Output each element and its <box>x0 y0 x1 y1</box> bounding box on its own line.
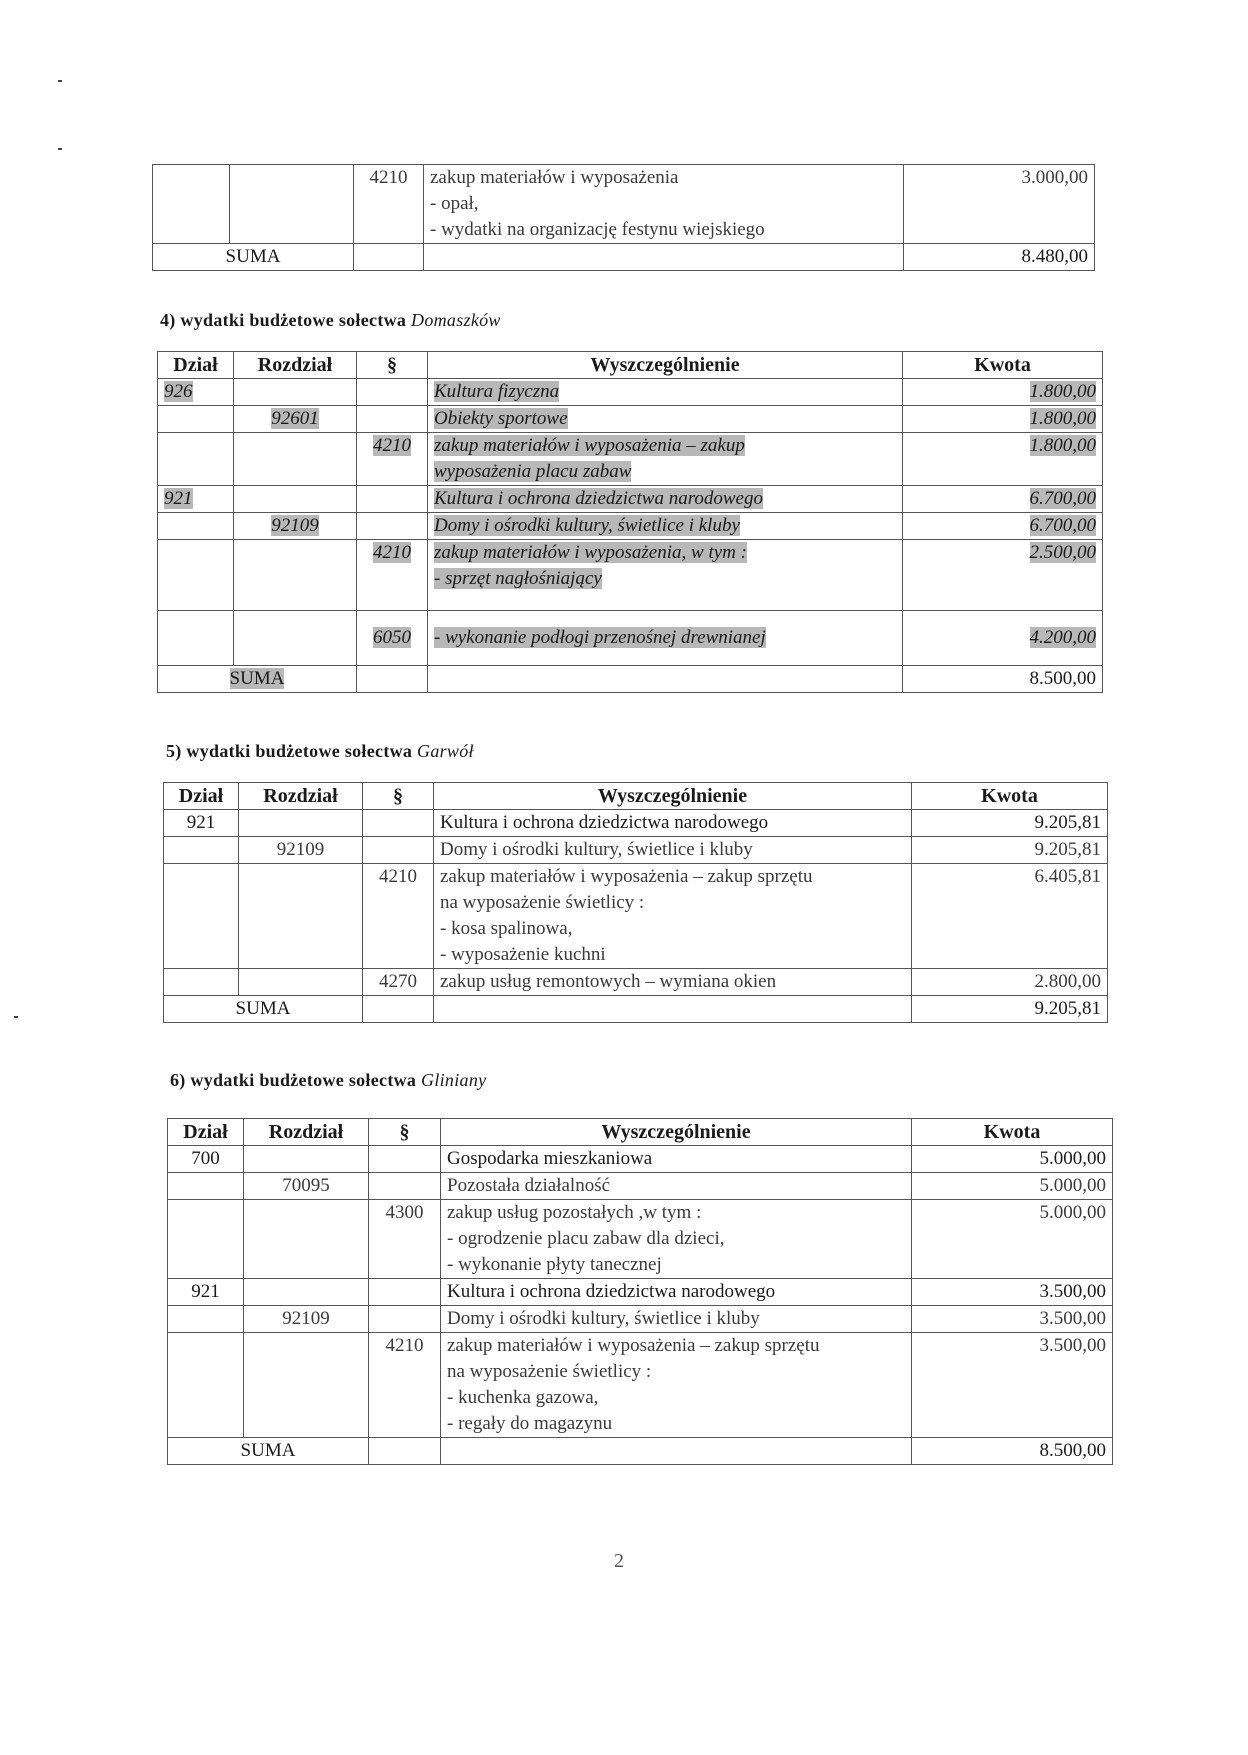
empty-cell <box>357 486 428 513</box>
sum-label: SUMA <box>168 1438 369 1465</box>
header-dzial: Dział <box>158 352 234 379</box>
table-row <box>158 433 1103 486</box>
page-number: 2 <box>614 1550 624 1572</box>
amount-text: 6.700,00 <box>1029 488 1096 509</box>
dzial-code: 921 <box>164 488 193 509</box>
table-row <box>164 864 1108 969</box>
amount-cell: 2.800,00 <box>912 969 1108 996</box>
description-line: - kosa spalinowa, <box>440 918 573 939</box>
paragraph-cell: 4300 <box>369 1200 441 1279</box>
amount-cell: 5.000,00 <box>912 1146 1113 1173</box>
empty-cell <box>158 611 234 666</box>
description-line: - wydatki na organizację festynu wiejskiego <box>430 219 765 240</box>
table-row <box>164 810 1108 837</box>
description-cell: Domy i ośrodki kultury, świetlice i kluby <box>441 1306 912 1333</box>
description-cell <box>424 165 904 244</box>
amount-cell <box>903 406 1103 433</box>
section-number: 6) <box>170 1070 186 1090</box>
table-row <box>168 1333 1113 1438</box>
description-line: - wykonanie płyty tanecznej <box>447 1254 662 1275</box>
amount-cell: 5.000,00 <box>912 1173 1113 1200</box>
description-line: - kuchenka gazowa, <box>447 1387 599 1408</box>
description-line: - regały do magazynu <box>447 1413 613 1434</box>
description-line: - ogrodzenie placu zabaw dla dzieci, <box>447 1228 725 1249</box>
table-row <box>168 1306 1113 1333</box>
description-cell: Gospodarka mieszkaniowa <box>441 1146 912 1173</box>
empty-cell <box>369 1438 441 1465</box>
empty-cell <box>168 1306 244 1333</box>
header-description: Wyszczególnienie <box>428 352 903 379</box>
paragraph-cell <box>357 433 428 486</box>
sum-amount: 8.500,00 <box>912 1438 1113 1465</box>
section-5-caption <box>166 741 474 762</box>
empty-cell <box>357 513 428 540</box>
empty-cell <box>239 810 363 837</box>
amount-cell: 9.205,81 <box>912 810 1108 837</box>
empty-cell <box>369 1306 441 1333</box>
amount-cell: 3.500,00 <box>912 1333 1113 1438</box>
description-cell <box>428 540 903 611</box>
section-number: 4) <box>160 310 176 330</box>
amount-cell: 9.205,81 <box>912 837 1108 864</box>
table-row <box>168 1279 1113 1306</box>
amount-cell: 3.000,00 <box>904 165 1095 244</box>
empty-cell <box>244 1200 369 1279</box>
dzial-cell <box>153 165 230 244</box>
description-line: zakup usług pozostałych ,w tym : <box>447 1202 702 1223</box>
description-cell <box>428 433 903 486</box>
description-cell <box>428 406 903 433</box>
sum-label <box>158 666 357 693</box>
rozdzial-cell <box>234 513 357 540</box>
dzial-code: 926 <box>164 381 193 402</box>
header-description: Wyszczególnienie <box>434 783 912 810</box>
sum-amount: 8.480,00 <box>904 244 1095 271</box>
amount-cell <box>903 433 1103 486</box>
empty-cell <box>354 244 424 271</box>
paragraph-cell: 4210 <box>369 1333 441 1438</box>
empty-cell <box>168 1173 244 1200</box>
description-cell <box>434 864 912 969</box>
table-row <box>164 837 1108 864</box>
empty-cell <box>424 244 904 271</box>
village-name: Domaszków <box>411 310 501 330</box>
header-amount: Kwota <box>912 1119 1113 1146</box>
description-text: Domy i ośrodki kultury, świetlice i kluby <box>434 515 740 536</box>
sum-amount: 9.205,81 <box>912 996 1108 1023</box>
description-line: na wyposażenie świetlicy : <box>447 1361 652 1382</box>
budget-table-3 <box>152 164 1095 271</box>
header-paragraph: § <box>357 352 428 379</box>
description-line: - wyposażenie kuchni <box>440 944 606 965</box>
amount-cell <box>903 611 1103 666</box>
budget-table-6 <box>167 1118 1113 1465</box>
description-line: zakup materiałów i wyposażenia – zakup <box>434 435 745 456</box>
description-line: na wyposażenie świetlicy : <box>440 892 645 913</box>
amount-cell: 5.000,00 <box>912 1200 1113 1279</box>
description-line: zakup materiałów i wyposażenia – zakup sprzętu <box>447 1335 820 1356</box>
description-cell <box>428 611 903 666</box>
header-dzial: Dział <box>164 783 239 810</box>
empty-cell <box>234 486 357 513</box>
amount-text: 1.800,00 <box>1029 435 1096 456</box>
description-line: zakup materiałów i wyposażenia, w tym : <box>434 542 747 563</box>
sum-label: SUMA <box>164 996 363 1023</box>
amount-text: 2.500,00 <box>1029 542 1096 563</box>
empty-cell <box>239 864 363 969</box>
rozdzial-code: 92109 <box>271 515 319 536</box>
amount-text: 6.700,00 <box>1029 515 1096 536</box>
amount-cell <box>903 540 1103 611</box>
amount-text: 4.200,00 <box>1029 627 1096 648</box>
description-text: Kultura fizyczna <box>434 381 560 402</box>
dzial-cell: 700 <box>168 1146 244 1173</box>
amount-cell: 6.405,81 <box>912 864 1108 969</box>
empty-cell <box>164 837 239 864</box>
header-row <box>164 783 1108 810</box>
village-name: Garwół <box>417 741 474 761</box>
empty-cell <box>363 810 434 837</box>
empty-cell <box>164 864 239 969</box>
empty-cell <box>158 540 234 611</box>
rozdzial-cell: 92109 <box>239 837 363 864</box>
description-cell: Kultura i ochrona dziedzictwa narodowego <box>441 1279 912 1306</box>
header-row <box>168 1119 1113 1146</box>
empty-cell <box>164 969 239 996</box>
section-4-caption <box>160 310 501 331</box>
empty-cell <box>168 1333 244 1438</box>
description-cell: zakup usług remontowych – wymiana okien <box>434 969 912 996</box>
budget-table-5 <box>163 782 1108 1023</box>
empty-cell <box>434 996 912 1023</box>
empty-cell <box>234 540 357 611</box>
rozdzial-cell: 92109 <box>244 1306 369 1333</box>
empty-cell <box>158 433 234 486</box>
description-line: zakup materiałów i wyposażenia – zakup sprzętu <box>440 866 813 887</box>
empty-cell <box>441 1438 912 1465</box>
section-text: wydatki budżetowe sołectwa <box>186 741 413 761</box>
sum-row <box>153 244 1095 271</box>
table-row <box>168 1200 1113 1279</box>
table-row <box>158 406 1103 433</box>
empty-cell <box>363 837 434 864</box>
description-line: - opał, <box>430 193 479 214</box>
empty-cell <box>234 379 357 406</box>
paragraph-cell: 4210 <box>363 864 434 969</box>
paragraph-code: 6050 <box>373 627 411 648</box>
empty-cell <box>369 1173 441 1200</box>
empty-cell <box>369 1146 441 1173</box>
paragraph-cell: 4270 <box>363 969 434 996</box>
amount-cell <box>903 513 1103 540</box>
amount-cell: 3.500,00 <box>912 1279 1113 1306</box>
empty-cell <box>363 996 434 1023</box>
sum-row <box>168 1438 1113 1465</box>
header-amount: Kwota <box>903 352 1103 379</box>
header-rozdzial: Rozdział <box>239 783 363 810</box>
empty-cell <box>168 1200 244 1279</box>
empty-cell <box>357 406 428 433</box>
empty-cell <box>234 611 357 666</box>
empty-cell <box>234 433 357 486</box>
description-cell <box>428 379 903 406</box>
scan-mark <box>58 148 62 150</box>
header-paragraph: § <box>363 783 434 810</box>
empty-cell <box>158 406 234 433</box>
sum-label: SUMA <box>153 244 354 271</box>
village-name: Gliniany <box>421 1070 487 1090</box>
paragraph-code: 4210 <box>373 542 411 563</box>
empty-cell <box>244 1279 369 1306</box>
sum-amount: 8.500,00 <box>903 666 1103 693</box>
description-text: Kultura i ochrona dziedzictwa narodowego <box>434 488 763 509</box>
empty-cell <box>369 1279 441 1306</box>
empty-cell <box>357 666 428 693</box>
section-text: wydatki budżetowe sołectwa <box>190 1070 417 1090</box>
paragraph-cell <box>357 540 428 611</box>
header-paragraph: § <box>369 1119 441 1146</box>
description-cell <box>441 1200 912 1279</box>
header-rozdzial: Rozdział <box>244 1119 369 1146</box>
description-cell: Pozostała działalność <box>441 1173 912 1200</box>
paragraph-code: 4210 <box>373 435 411 456</box>
table-row <box>164 969 1108 996</box>
header-rozdzial: Rozdział <box>234 352 357 379</box>
paragraph-cell <box>357 611 428 666</box>
empty-cell <box>244 1146 369 1173</box>
amount-cell <box>903 379 1103 406</box>
paragraph-cell: 4210 <box>354 165 424 244</box>
header-row <box>158 352 1103 379</box>
table-row <box>158 486 1103 513</box>
description-line: wyposażenia placu zabaw <box>434 461 632 482</box>
table-row <box>158 513 1103 540</box>
description-cell <box>441 1333 912 1438</box>
header-description: Wyszczególnienie <box>441 1119 912 1146</box>
empty-cell <box>428 666 903 693</box>
description-line: - sprzęt nagłośniający <box>434 568 602 589</box>
scan-mark <box>58 80 62 82</box>
rozdzial-code: 92601 <box>271 408 319 429</box>
description-text: Obiekty sportowe <box>434 408 568 429</box>
dzial-cell <box>158 486 234 513</box>
sum-label-text: SUMA <box>229 668 285 689</box>
table-row <box>158 540 1103 611</box>
table-row <box>168 1173 1113 1200</box>
amount-cell: 3.500,00 <box>912 1306 1113 1333</box>
description-line: zakup materiałów i wyposażenia <box>430 167 679 188</box>
description-cell <box>428 513 903 540</box>
dzial-cell <box>158 379 234 406</box>
sum-row <box>158 666 1103 693</box>
description-cell: Kultura i ochrona dziedzictwa narodowego <box>434 810 912 837</box>
sum-row <box>164 996 1108 1023</box>
empty-cell <box>239 969 363 996</box>
amount-cell <box>903 486 1103 513</box>
table-row <box>158 611 1103 666</box>
rozdzial-cell <box>230 165 354 244</box>
rozdzial-cell: 70095 <box>244 1173 369 1200</box>
header-dzial: Dział <box>168 1119 244 1146</box>
header-amount: Kwota <box>912 783 1108 810</box>
amount-text: 1.800,00 <box>1029 381 1096 402</box>
scan-mark <box>14 1016 18 1018</box>
section-number: 5) <box>166 741 182 761</box>
description-cell: Domy i ośrodki kultury, świetlice i kluby <box>434 837 912 864</box>
dzial-cell: 921 <box>164 810 239 837</box>
description-cell <box>428 486 903 513</box>
amount-text: 1.800,00 <box>1029 408 1096 429</box>
rozdzial-cell <box>234 406 357 433</box>
table-row <box>158 379 1103 406</box>
empty-cell <box>158 513 234 540</box>
empty-cell <box>357 379 428 406</box>
section-6-caption <box>170 1070 486 1091</box>
description-text: - wykonanie podłogi przenośnej drewnianej <box>434 627 766 648</box>
section-text: wydatki budżetowe sołectwa <box>180 310 407 330</box>
empty-cell <box>244 1333 369 1438</box>
budget-table-4 <box>157 351 1103 693</box>
dzial-cell: 921 <box>168 1279 244 1306</box>
table-row <box>153 165 1095 244</box>
table-row <box>168 1146 1113 1173</box>
